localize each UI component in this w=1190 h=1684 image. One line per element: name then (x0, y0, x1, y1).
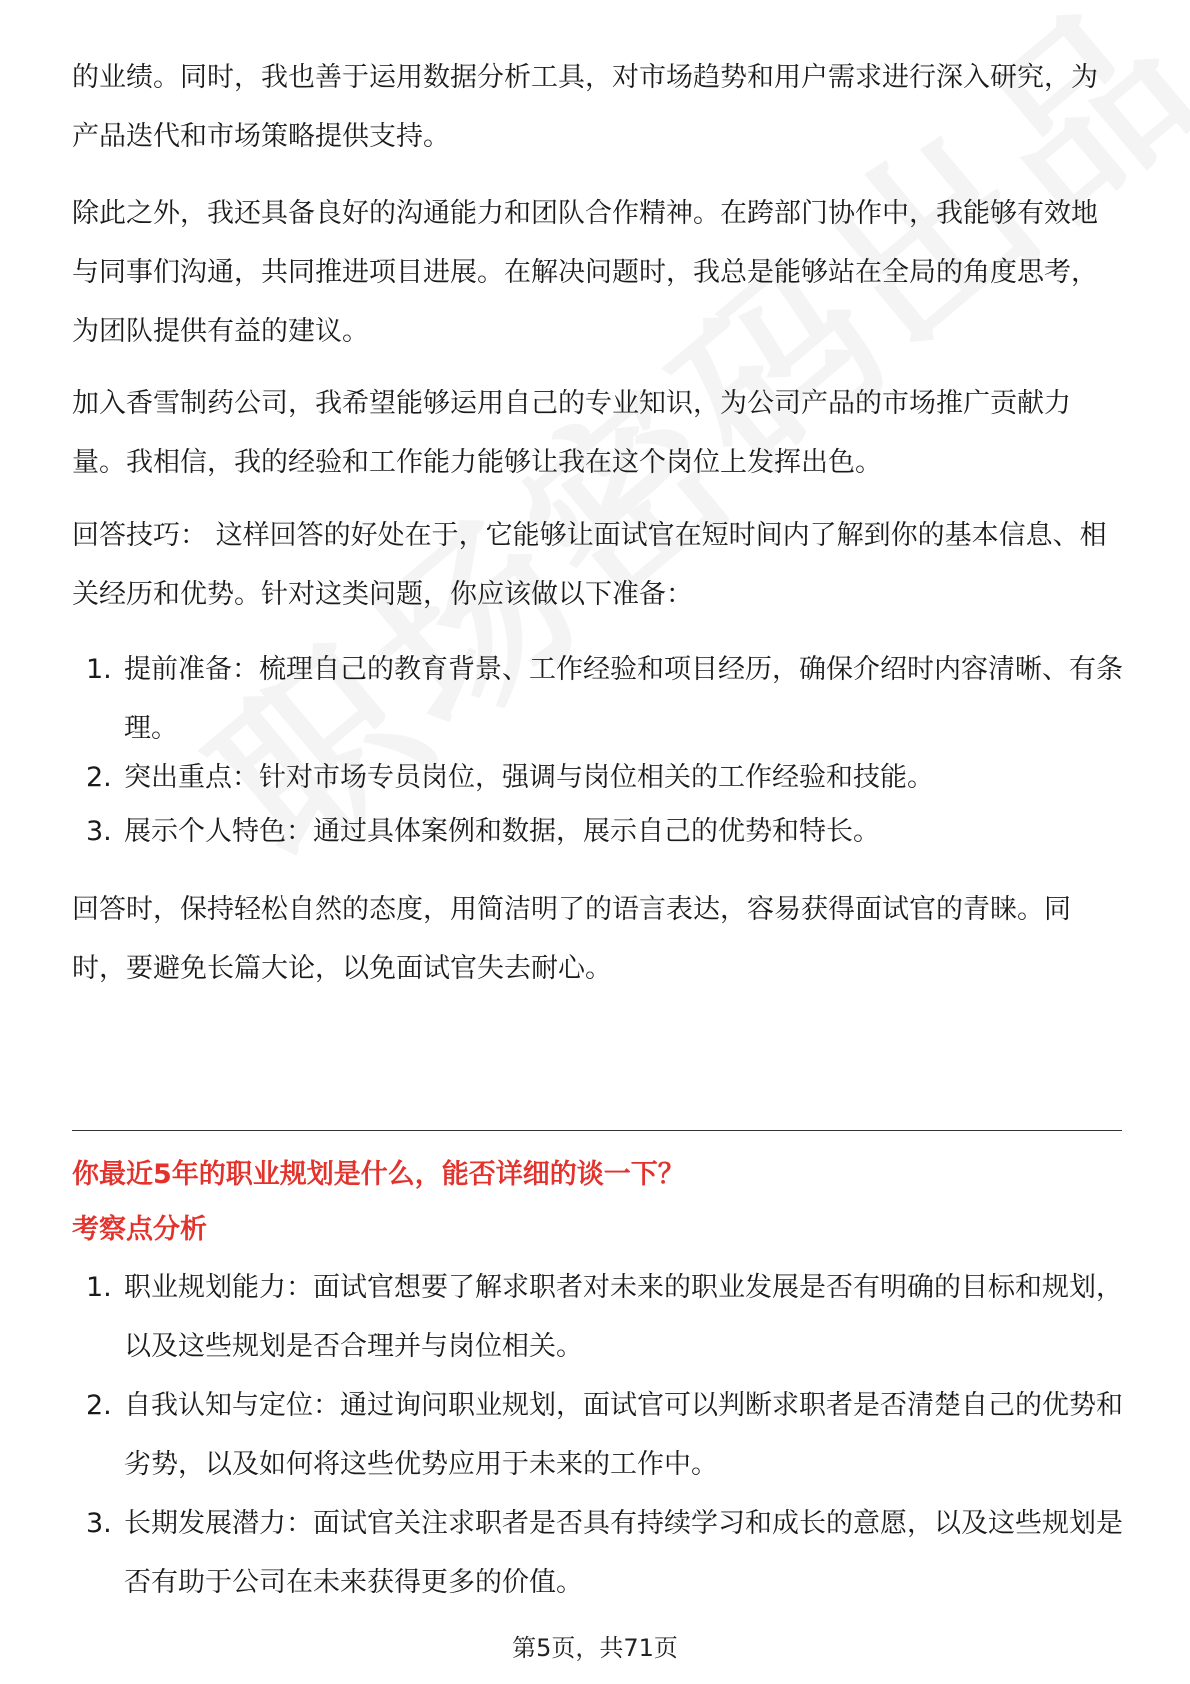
list-number: 1. (86, 654, 112, 685)
list-text: 展示个人特色：通过具体案例和数据，展示自己的优势和特长。 (124, 816, 880, 847)
paragraph: 除此之外，我还具备良好的沟通能力和团队合作精神。在跨部门协作中，我能够有效地与同事们沟通，共同推进项目进展。在解决问题时，我总是能够站在全局的角度思考，为团队提供有益的建议。 (72, 198, 1098, 347)
section-divider (72, 1130, 1122, 1131)
list-number: 2. (86, 1390, 112, 1421)
page-number: 第5页，共71页 (512, 1634, 678, 1662)
list-text: 自我认知与定位：通过询问职业规划，面试官可以判断求职者是否清楚自己的优势和劣势，以及如何将这些优势应用于未来的工作中。 (124, 1390, 1123, 1480)
list-number: 3. (86, 816, 112, 847)
analysis-heading: 考察点分析 (72, 1214, 207, 1245)
list-number: 3. (86, 1508, 112, 1539)
list-text: 突出重点：针对市场专员岗位，强调与岗位相关的工作经验和技能。 (124, 762, 934, 793)
list-text: 提前准备：梳理自己的教育背景、工作经验和项目经历，确保介绍时内容清晰、有条理。 (124, 654, 1123, 744)
paragraph: 的业绩。同时，我也善于运用数据分析工具，对市场趋势和用户需求进行深入研究，为产品迭代和市场策略提供支持。 (72, 62, 1098, 152)
list-number: 2. (86, 762, 112, 793)
answer-tips-paragraph: 回答技巧： 这样回答的好处在于，它能够让面试官在短时间内了解到你的基本信息、相关经历和优势。针对这类问题，你应该做以下准备： (72, 520, 1107, 610)
closing-paragraph: 回答时，保持轻松自然的态度，用简洁明了的语言表达，容易获得面试官的青睐。同时，要避免长篇大论，以免面试官失去耐心。 (72, 894, 1071, 984)
paragraph: 加入香雪制药公司，我希望能够运用自己的专业知识，为公司产品的市场推广贡献力量。我相信，我的经验和工作能力能够让我在这个岗位上发挥出色。 (72, 388, 1071, 478)
list-number: 1. (86, 1272, 112, 1303)
question-heading: 你最近5年的职业规划是什么，能否详细的谈一下？ (72, 1159, 685, 1190)
list-text: 职业规划能力：面试官想要了解求职者对未来的职业发展是否有明确的目标和规划，以及这些规划是否合理并与岗位相关。 (124, 1272, 1123, 1362)
list-text: 长期发展潜力：面试官关注求职者是否具有持续学习和成长的意愿，以及这些规划是否有助于公司在未来获得更多的价值。 (124, 1508, 1123, 1598)
